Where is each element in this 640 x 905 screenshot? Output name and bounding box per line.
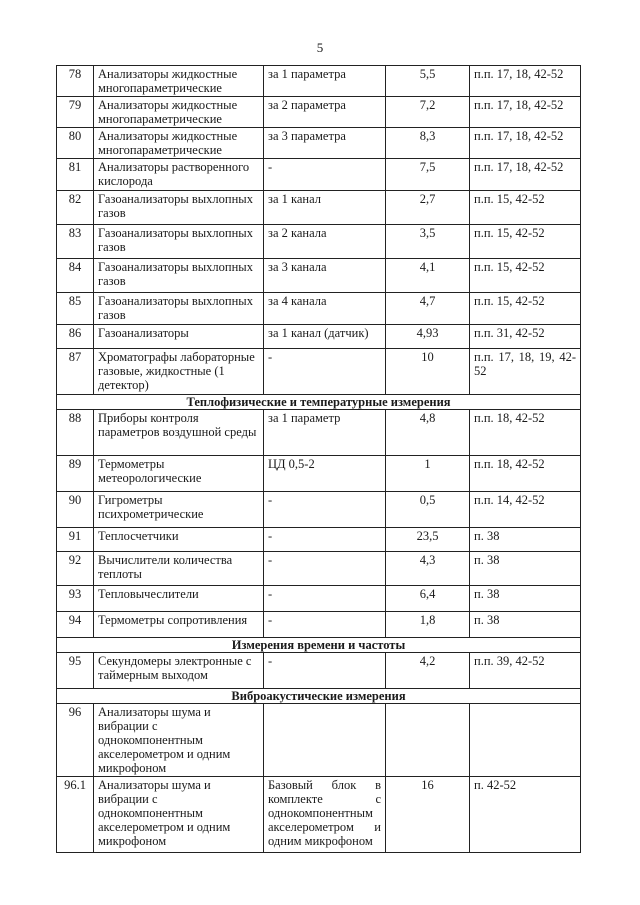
coefficient: 7,5 [386, 159, 470, 191]
parameter: за 1 канал (датчик) [264, 325, 386, 349]
coefficient: 4,7 [386, 293, 470, 325]
section-title: Виброакустические измерения [57, 689, 581, 704]
row-number: 81 [57, 159, 94, 191]
table-row [57, 410, 581, 456]
row-number: 90 [57, 492, 94, 528]
reference: п. 38 [470, 612, 581, 638]
table-row [57, 528, 581, 552]
row-number: 86 [57, 325, 94, 349]
section-row [57, 395, 581, 410]
coefficient: 23,5 [386, 528, 470, 552]
table-row [57, 128, 581, 159]
parameter: за 1 канал [264, 191, 386, 225]
parameter: Базовый блок в комплекте с однокомпонентным акселерометром и одним микрофоном [264, 777, 386, 853]
row-number: 88 [57, 410, 94, 456]
instrument-name: Термометры метеорологические [94, 456, 264, 492]
instrument-name: Анализаторы жидкостные многопараметрические [94, 128, 264, 159]
row-number: 85 [57, 293, 94, 325]
page-number: 5 [316, 40, 324, 55]
table-row [57, 349, 581, 395]
section-row [57, 638, 581, 653]
parameter: за 4 канала [264, 293, 386, 325]
reference: п. 38 [470, 528, 581, 552]
reference: п.п. 14, 42-52 [470, 492, 581, 528]
row-number: 92 [57, 552, 94, 586]
row-number: 89 [57, 456, 94, 492]
table-row [57, 325, 581, 349]
table-row [57, 259, 581, 293]
parameter: за 1 параметр [264, 410, 386, 456]
coefficient: 16 [386, 777, 470, 853]
reference: п. 42-52 [470, 777, 581, 853]
coefficient: 4,1 [386, 259, 470, 293]
coefficient: 8,3 [386, 128, 470, 159]
row-number: 84 [57, 259, 94, 293]
instrument-name: Секундомеры электронные с таймерным выходом [94, 653, 264, 689]
coefficient: 2,7 [386, 191, 470, 225]
reference [470, 704, 581, 777]
row-number: 78 [57, 66, 94, 97]
reference: п.п. 17, 18, 42-52 [470, 128, 581, 159]
reference: п.п. 15, 42-52 [470, 293, 581, 325]
coefficient: 1,8 [386, 612, 470, 638]
instrument-name: Анализаторы шума и вибрации с однокомпонентным акселерометром и одним микрофоном [94, 704, 264, 777]
coefficient: 3,5 [386, 225, 470, 259]
row-number: 82 [57, 191, 94, 225]
parameter: за 3 канала [264, 259, 386, 293]
instrument-name: Анализаторы растворенного кислорода [94, 159, 264, 191]
price-table [56, 65, 581, 853]
instrument-name: Вычислители количества теплоты [94, 552, 264, 586]
reference: п. 38 [470, 552, 581, 586]
instrument-name: Газоанализаторы выхлопных газов [94, 191, 264, 225]
row-number: 95 [57, 653, 94, 689]
instrument-name: Анализаторы жидкостные многопараметрические [94, 66, 264, 97]
coefficient: 10 [386, 349, 470, 395]
instrument-name: Анализаторы шума и вибрации с однокомпонентным акселерометром и одним микрофоном [94, 777, 264, 853]
row-number: 80 [57, 128, 94, 159]
coefficient: 0,5 [386, 492, 470, 528]
table-row [57, 777, 581, 853]
table-row [57, 704, 581, 777]
reference: п.п. 17, 18, 19, 42-52 [470, 349, 581, 395]
row-number: 91 [57, 528, 94, 552]
instrument-name: Газоанализаторы выхлопных газов [94, 225, 264, 259]
coefficient: 7,2 [386, 97, 470, 128]
coefficient: 5,5 [386, 66, 470, 97]
row-number: 87 [57, 349, 94, 395]
row-number: 83 [57, 225, 94, 259]
reference: п.п. 39, 42-52 [470, 653, 581, 689]
parameter: - [264, 552, 386, 586]
instrument-name: Хроматографы лабораторные газовые, жидкостные (1 детектор) [94, 349, 264, 395]
table-row [57, 97, 581, 128]
reference: п.п. 15, 42-52 [470, 259, 581, 293]
table-row [57, 456, 581, 492]
section-title: Измерения времени и частоты [57, 638, 581, 653]
row-number: 96.1 [57, 777, 94, 853]
table-row [57, 159, 581, 191]
coefficient: 4,2 [386, 653, 470, 689]
parameter [264, 704, 386, 777]
table-row [57, 552, 581, 586]
parameter: - [264, 528, 386, 552]
table-row [57, 612, 581, 638]
parameter: - [264, 586, 386, 612]
parameter: за 1 параметра [264, 66, 386, 97]
table-row [57, 653, 581, 689]
row-number: 93 [57, 586, 94, 612]
parameter: за 3 параметра [264, 128, 386, 159]
instrument-name: Газоанализаторы выхлопных газов [94, 293, 264, 325]
reference: п.п. 17, 18, 42-52 [470, 97, 581, 128]
coefficient: 4,93 [386, 325, 470, 349]
coefficient: 1 [386, 456, 470, 492]
table-row [57, 293, 581, 325]
reference: п.п. 17, 18, 42-52 [470, 159, 581, 191]
coefficient: 6,4 [386, 586, 470, 612]
instrument-name: Тепловычеслители [94, 586, 264, 612]
coefficient [386, 704, 470, 777]
instrument-name: Гигрометры психрометрические [94, 492, 264, 528]
parameter: ЦД 0,5-2 [264, 456, 386, 492]
table-row [57, 586, 581, 612]
parameter: - [264, 159, 386, 191]
row-number: 94 [57, 612, 94, 638]
instrument-name: Газоанализаторы [94, 325, 264, 349]
row-number: 96 [57, 704, 94, 777]
reference: п.п. 17, 18, 42-52 [470, 66, 581, 97]
parameter: - [264, 612, 386, 638]
coefficient: 4,8 [386, 410, 470, 456]
table-row [57, 191, 581, 225]
parameter: - [264, 653, 386, 689]
section-row [57, 689, 581, 704]
instrument-name: Термометры сопротивления [94, 612, 264, 638]
instrument-name: Приборы контроля параметров воздушной среды [94, 410, 264, 456]
section-title: Теплофизические и температурные измерения [57, 395, 581, 410]
instrument-name: Газоанализаторы выхлопных газов [94, 259, 264, 293]
table-row [57, 492, 581, 528]
table-row [57, 66, 581, 97]
reference: п.п. 18, 42-52 [470, 456, 581, 492]
parameter: - [264, 349, 386, 395]
coefficient: 4,3 [386, 552, 470, 586]
instrument-name: Анализаторы жидкостные многопараметрические [94, 97, 264, 128]
reference: п.п. 18, 42-52 [470, 410, 581, 456]
parameter: за 2 параметра [264, 97, 386, 128]
reference: п.п. 15, 42-52 [470, 191, 581, 225]
table-row [57, 225, 581, 259]
reference: п. 38 [470, 586, 581, 612]
parameter: - [264, 492, 386, 528]
instrument-name: Теплосчетчики [94, 528, 264, 552]
reference: п.п. 15, 42-52 [470, 225, 581, 259]
parameter: за 2 канала [264, 225, 386, 259]
reference: п.п. 31, 42-52 [470, 325, 581, 349]
row-number: 79 [57, 97, 94, 128]
